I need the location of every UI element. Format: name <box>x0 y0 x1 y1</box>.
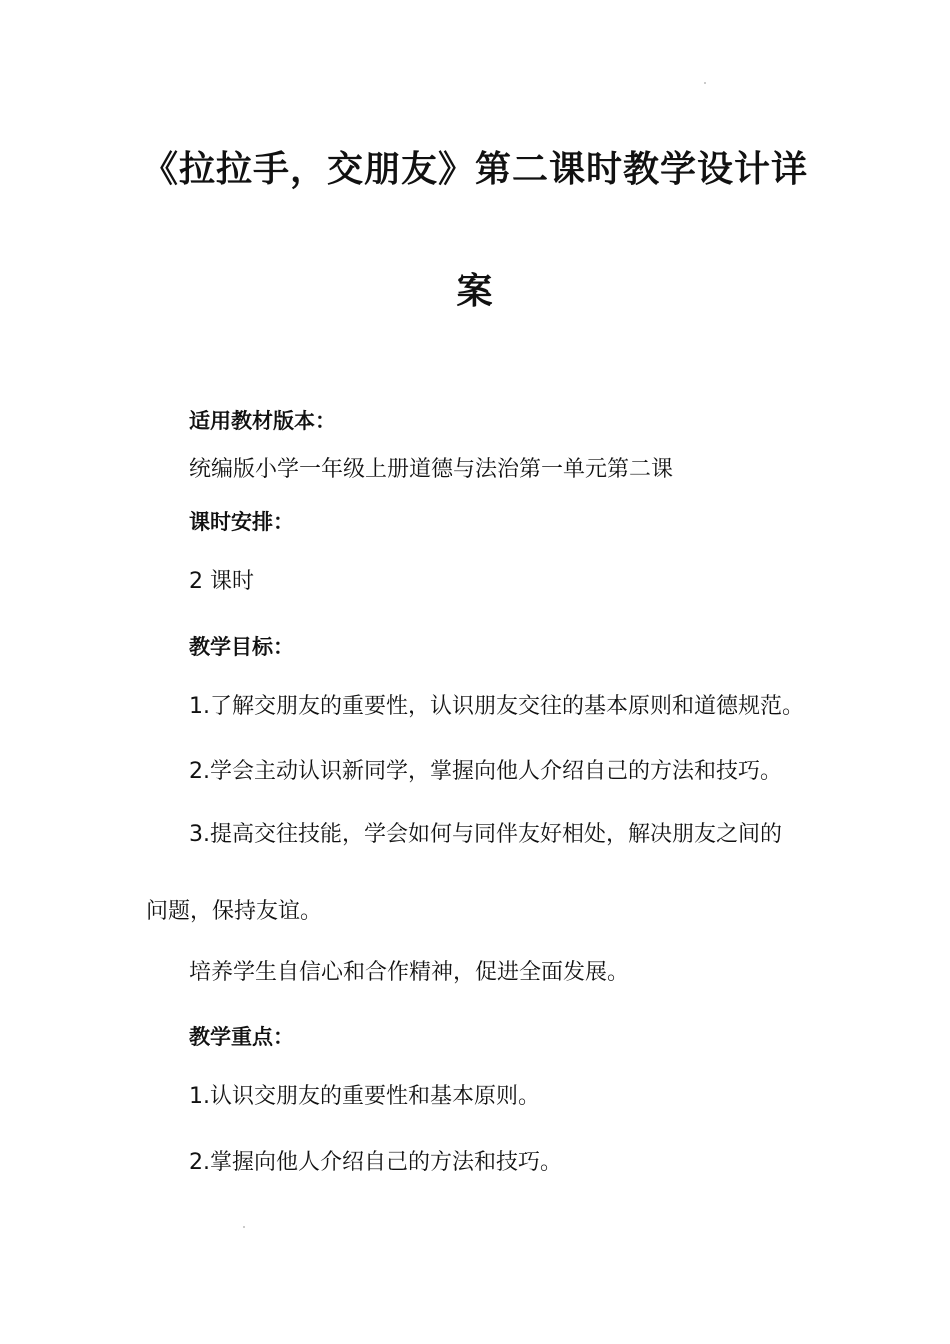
keypoints-heading: 教学重点： <box>189 1025 294 1049</box>
schedule-heading: 课时安排： <box>189 510 294 534</box>
objective-item-4: 培养学生自信心和合作精神，促进全面发展。 <box>189 960 630 985</box>
page-speck <box>243 1226 245 1228</box>
document-title-line-1: 《拉拉手，交朋友》第二课时教学设计详 <box>141 149 808 190</box>
document-title-line-2: 案 <box>456 271 494 312</box>
objective-item-3-line-1: 3.提高交往技能，学会如何与同伴友好相处，解决朋友之间的 <box>189 822 782 847</box>
objective-item-3-line-2: 问题，保持友谊。 <box>146 899 323 924</box>
textbook-version-text: 统编版小学一年级上册道德与法治第一单元第二课 <box>189 457 674 482</box>
schedule-text: 2 课时 <box>189 569 254 594</box>
objectives-heading: 教学目标： <box>189 635 294 659</box>
keypoint-item-1: 1.认识交朋友的重要性和基本原则。 <box>189 1084 540 1109</box>
objective-item-1: 1.了解交朋友的重要性，认识朋友交往的基本原则和道德规范。 <box>189 694 804 719</box>
keypoint-item-2: 2.掌握向他人介绍自己的方法和技巧。 <box>189 1150 562 1175</box>
page-speck <box>704 82 706 84</box>
textbook-version-heading: 适用教材版本： <box>189 409 336 433</box>
objective-item-2: 2.学会主动认识新同学，掌握向他人介绍自己的方法和技巧。 <box>189 759 782 784</box>
